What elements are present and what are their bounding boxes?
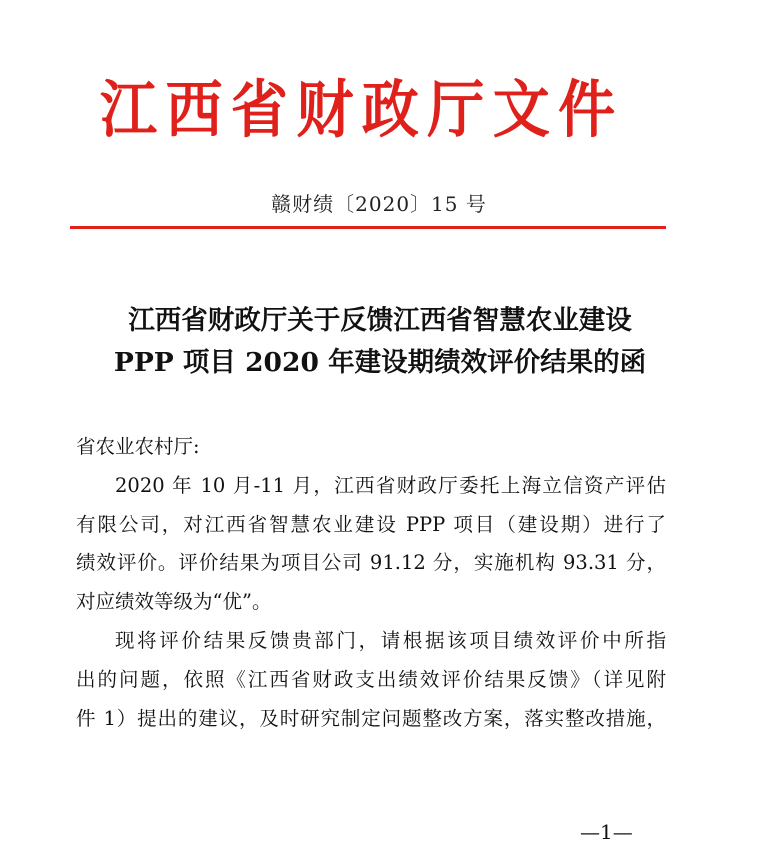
paragraph-line: 对应绩效等级为“优”。 bbox=[76, 590, 272, 614]
masthead-title bbox=[100, 74, 615, 146]
salutation: 省农业农村厅: bbox=[76, 435, 200, 458]
title-line: PPP 项目 2020 年建设期绩效评价结果的函 bbox=[113, 347, 647, 378]
masthead-char: 财 bbox=[296, 73, 354, 146]
paragraph-line: 2020 年 10 月-11 月，江西省财政厅委托上海立信资产评估 bbox=[115, 473, 666, 497]
page-number: —1— bbox=[580, 820, 633, 844]
red-divider-line bbox=[70, 226, 666, 229]
masthead-char: 政 bbox=[361, 73, 419, 146]
paragraph-line: 绩效评价。评价结果为项目公司 91.12 分，实施机构 93.31 分， bbox=[76, 551, 666, 575]
document-number: 赣财绩〔2020〕15 号 bbox=[271, 192, 487, 216]
masthead-char: 文 bbox=[492, 73, 550, 146]
document-body bbox=[76, 428, 666, 738]
document-title bbox=[60, 300, 700, 384]
masthead-char: 江 bbox=[100, 73, 158, 146]
title-line: 江西省财政厅关于反馈江西省智慧农业建设 bbox=[128, 305, 632, 336]
paragraph-line: 出的问题，依照《江西省财政支出绩效评价结果反馈》（详见附 bbox=[76, 667, 666, 691]
paragraph-line: 现将评价结果反馈贵部门，请根据该项目绩效评价中所指 bbox=[115, 628, 666, 652]
masthead-char: 件 bbox=[558, 73, 616, 146]
masthead-char: 省 bbox=[230, 73, 288, 146]
paragraph-line: 有限公司，对江西省智慧农业建设 PPP 项目（建设期）进行了 bbox=[76, 512, 666, 536]
paragraph-line: 件 1）提出的建议，及时研究制定问题整改方案，落实整改措施， bbox=[76, 706, 666, 730]
masthead-char: 西 bbox=[165, 73, 223, 146]
masthead-char: 厅 bbox=[427, 73, 485, 146]
